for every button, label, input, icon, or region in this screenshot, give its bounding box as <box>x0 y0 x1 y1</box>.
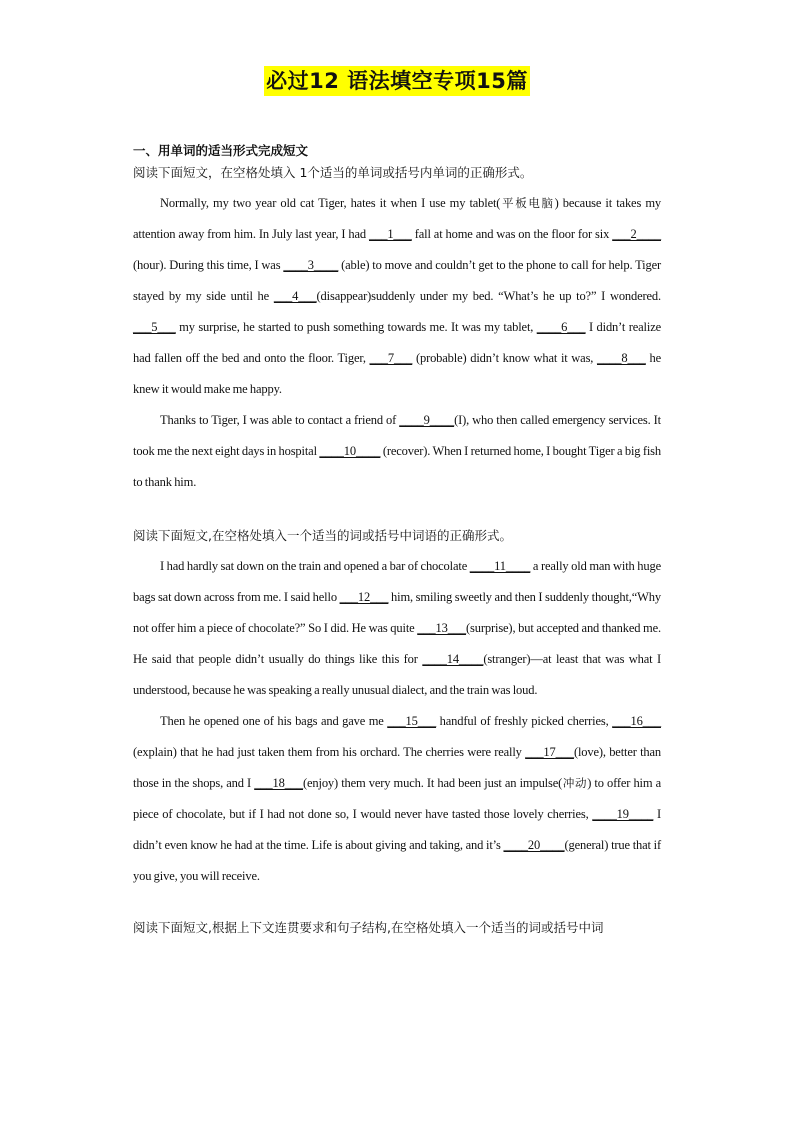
text-run: Then he opened one of his bags and gave me <box>160 714 388 728</box>
text-run: a really old man with huge bags sat down across from me. I said hello <box>133 559 661 604</box>
blank-9: ____9____ <box>399 413 455 427</box>
document-body <box>133 140 661 939</box>
blank-12: ___12___ <box>339 590 389 604</box>
section-heading: 一、用单词的适当形式完成短文 <box>133 143 309 158</box>
text-run: my surprise, he started to push something towards me. It was my tablet, <box>175 320 537 334</box>
blank-16: ___16___ <box>612 714 661 728</box>
text-run: ) because it takes my attention away from him. In July last year, I had <box>133 196 661 241</box>
passage3-instruction: 阅读下面短文,根据上下文连贯要求和句子结构,在空格处填入一个适当的词或括号中词 <box>133 920 604 935</box>
blank-3: ____3____ <box>283 258 339 272</box>
text-run: (probable) didn’t know what it was, <box>412 351 597 365</box>
blank-15: ___15___ <box>387 714 437 728</box>
passage1-paragraph2 <box>133 405 661 498</box>
blank-20: ____20____ <box>503 838 565 852</box>
document-title: 必过12 语法填空专项15篇 <box>264 66 530 96</box>
blank-2: ___2____ <box>612 227 661 241</box>
chinese-gloss: 冲动 <box>562 776 588 790</box>
blank-17: ___17___ <box>525 745 574 759</box>
blank-1: ___1___ <box>369 227 412 241</box>
blank-10: ____10____ <box>319 444 381 458</box>
text-run: he knew it would make me happy. <box>133 351 662 396</box>
blank-8: ____8___ <box>596 351 646 365</box>
text-run: Normally, my two year old cat Tiger, hates it when I use my tablet( <box>160 196 501 210</box>
blank-19: ____19____ <box>592 807 654 821</box>
passage1-paragraph1 <box>133 188 661 405</box>
blank-14: ____14____ <box>422 652 484 666</box>
text-run: ) to offer him a piece of chocolate, but if I had not done so, I would never have tasted those lovely cherries, <box>133 776 662 821</box>
text-run: (disappear)suddenly under my bed. “What’s he up to?” I wondered. <box>316 289 662 303</box>
blank-7: ___7___ <box>369 351 413 365</box>
text-run: (explain) that he had just taken them from his orchard. The cherries were really <box>133 745 526 759</box>
blank-13: ___13___ <box>417 621 467 635</box>
text-run: (recover). When I returned home, I bought Tiger a big fish to thank him. <box>133 444 661 489</box>
text-run: I had hardly sat down on the train and opened a bar of chocolate <box>160 559 470 573</box>
text-run: Thanks to Tiger, I was able to contact a friend of <box>160 413 400 427</box>
text-run: fall at home and was on the floor for six <box>411 227 613 241</box>
title-wrapper <box>0 66 794 96</box>
passage1-instruction: 阅读下面短文，在空格处填入 1个适当的单词或括号内单词的正确形式。 <box>133 165 533 180</box>
text-run: I didn’t realize had fallen off the bed and onto the floor. Tiger, <box>133 320 661 365</box>
text-run: him, smiling sweetly and then I suddenly thought,“Why not offer him a piece of chocolate?” So I did. He was quite <box>133 590 661 635</box>
text-run: handful of freshly picked cherries, <box>436 714 613 728</box>
passage2-paragraph2 <box>133 706 661 892</box>
text-run: (hour). During this time, I was <box>133 258 284 272</box>
text-run: (enjoy) them very much. It had been just an impulse( <box>303 776 563 790</box>
text-run: I didn’t even know he had at the time. Life is about giving and taking, and it’s <box>133 807 662 852</box>
text-run: (stranger)—at least that was what I understood, because he was speaking a really unusual dialect, and the train was loud. <box>133 652 662 697</box>
blank-6: ____6___ <box>536 320 586 334</box>
text-run: (able) to move and couldn’t get to the phone to call for help. Tiger stayed by my side until he <box>133 258 661 303</box>
text-run: (surprise), but accepted and thanked me. He said that people didn’t usually do things like this for <box>133 621 661 666</box>
passage2-paragraph1 <box>133 551 661 706</box>
blank-18: ___18___ <box>254 776 303 790</box>
text-run: (I), who then called emergency services. It took me the next eight days in hospital <box>133 413 661 458</box>
text-run: (love), better than those in the shops, and I <box>133 745 661 790</box>
blank-11: ____11____ <box>469 559 531 573</box>
text-run: (general) true that if you give, you will receive. <box>133 838 661 883</box>
blank-5: ___5___ <box>133 320 176 334</box>
chinese-gloss: 平板电脑 <box>500 196 555 210</box>
passage2-instruction: 阅读下面短文,在空格处填入一个适当的词或括号中词语的正确形式。 <box>133 528 512 543</box>
blank-4: ___4___ <box>273 289 317 303</box>
